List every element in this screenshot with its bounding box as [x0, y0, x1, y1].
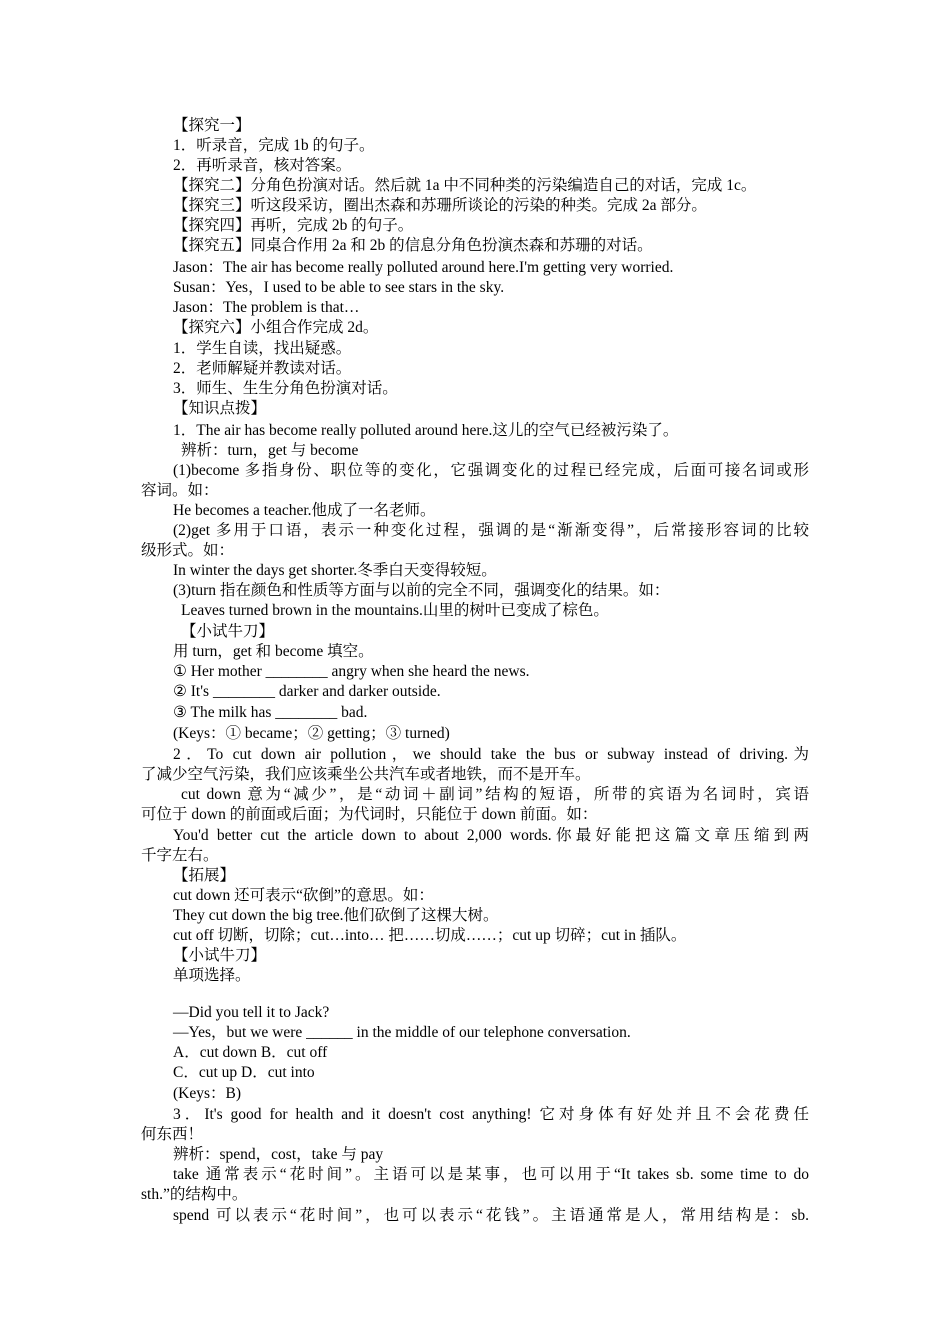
heading-extension: 【拓展】: [173, 867, 236, 884]
text-line: 辨析：spend，cost，take 与 pay: [173, 1146, 384, 1163]
text-line: They cut down the big tree.他们砍倒了这棵大树。: [173, 907, 499, 924]
heading-practice: 【小试牛刀】: [181, 623, 275, 640]
text-line: Leaves turned brown in the mountains.山里的树叶已变成了棕色。: [181, 602, 609, 619]
dialogue-line: —Yes，but we were ______ in the middle of our telephone conversation.: [173, 1024, 631, 1041]
heading-explore-4: 【探究四】再听，完成 2b 的句子。: [173, 217, 414, 234]
text-line: 可位于 down 的前面或后面；为代词时，只能位于 down 前面。如：: [141, 806, 598, 823]
text-line: 单项选择。: [173, 967, 251, 984]
heading-explore-1: 【探究一】: [173, 117, 251, 134]
text-line: 2．To cut down air pollution，we should take the bus or subway instead of driving.为: [173, 746, 809, 763]
heading-explore-6: 【探究六】小组合作完成 2d。: [173, 319, 379, 336]
answer-keys: (Keys：① became；② getting；③ turned): [173, 725, 450, 742]
text-line: In winter the days get shorter.冬季白天变得较短。: [173, 562, 497, 579]
text-line: 2．再听录音，核对答案。: [173, 157, 352, 174]
text-line: He becomes a teacher.他成了一名老师。: [173, 502, 436, 519]
dialogue-line: Susan：Yes，I used to be able to see stars in the sky.: [173, 279, 505, 296]
dialogue-line: —Did you tell it to Jack?: [173, 1004, 330, 1021]
option-line: A．cut down B．cut off: [173, 1044, 328, 1061]
text-line: spend 可以表示“花时间”，也可以表示“花钱”。主语通常是人，常用结构是：sb.: [173, 1207, 809, 1224]
text-line: (1)become 多指身份、职位等的变化，它强调变化的过程已经完成，后面可接名词或形: [173, 462, 809, 479]
text-line: 2．老师解疑并教读对话。: [173, 360, 352, 377]
dialogue-line: Jason：The problem is that…: [173, 299, 360, 316]
text-line: 1．学生自读，找出疑惑。: [173, 340, 352, 357]
heading-explore-3: 【探究三】听这段采访，圈出杰森和苏珊所谈论的污染的种类。完成 2a 部分。: [173, 197, 707, 214]
text-line: (2)get 多用于口语，表示一种变化过程，强调的是“渐渐变得”，后常接形容词的比较: [173, 522, 809, 539]
text-line: 千字左右。: [141, 847, 219, 864]
text-line: sth.”的结构中。: [141, 1186, 248, 1203]
exercise-item: ② It's ________ darker and darker outside.: [173, 683, 441, 700]
heading-practice: 【小试牛刀】: [173, 947, 267, 964]
heading-explore-5: 【探究五】同桌合作用 2a 和 2b 的信息分角色扮演杰森和苏珊的对话。: [173, 237, 653, 254]
text-line: 用 turn，get 和 become 填空。: [173, 643, 374, 660]
option-line: C．cut up D．cut into: [173, 1064, 315, 1081]
exercise-item: ③ The milk has ________ bad.: [173, 704, 368, 721]
text-line: (3)turn 指在颜色和性质等方面与以前的完全不同，强调变化的结果。如：: [173, 582, 670, 599]
text-line: cut down 意为“减少”，是“动词＋副词”结构的短语，所带的宾语为名词时，宾语: [181, 786, 809, 803]
text-line: 容词。如：: [141, 482, 219, 499]
text-line: 辨析：turn，get 与 become: [181, 442, 359, 459]
text-line: 何东西！: [141, 1126, 204, 1143]
text-line: 3．师生、生生分角色扮演对话。: [173, 380, 398, 397]
dialogue-line: Jason：The air has become really polluted around here.I'm getting very worried.: [173, 259, 674, 276]
heading-knowledge: 【知识点拨】: [173, 400, 267, 417]
text-line: take 通常表示“花时间”。主语可以是某事，也可以用于“It takes sb. some time to do: [173, 1166, 809, 1183]
text-line: 了减少空气污染，我们应该乘坐公共汽车或者地铁，而不是开车。: [141, 766, 591, 783]
text-line: cut off 切断，切除；cut…into… 把……切成……；cut up 切碎；cut in 插队。: [173, 927, 687, 944]
answer-keys: (Keys：B): [173, 1085, 242, 1102]
heading-explore-2: 【探究二】分角色扮演对话。然后就 1a 中不同种类的污染编造自己的对话，完成 1c。: [173, 177, 757, 194]
text-line: You'd better cut the article down to about 2,000 words.你最好能把这篇文章压缩到两: [173, 827, 809, 844]
text-line: 3．It's good for health and it doesn't cost anything! 它对身体有好处并且不会花费任: [173, 1106, 809, 1123]
text-line: 级形式。如：: [141, 542, 235, 559]
text-line: cut down 还可表示“砍倒”的意思。如：: [173, 887, 434, 904]
text-line: 1．The air has become really polluted around here.这儿的空气已经被污染了。: [173, 422, 679, 439]
exercise-item: ① Her mother ________ angry when she heard the news.: [173, 663, 530, 680]
text-line: 1．听录音，完成 1b 的句子。: [173, 137, 375, 154]
